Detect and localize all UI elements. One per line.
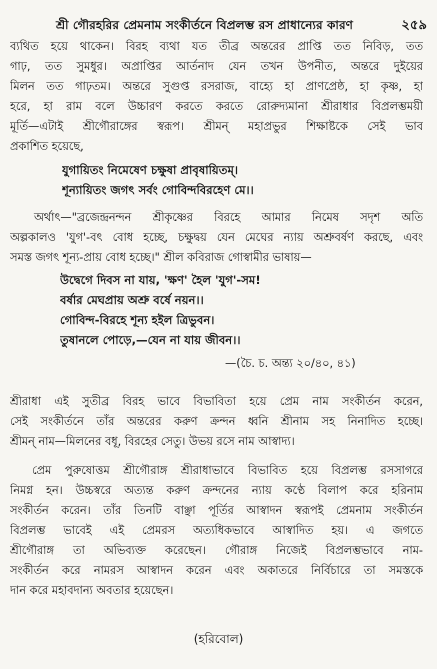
running-title: শ্রী গৌরহরির প্রেমনাম সংকীর্তনে বিপ্রলম্ভ রস প্রাধান্যের কারণ: [56, 18, 354, 32]
bengali-verse: [60, 270, 423, 350]
text-line: নিমগ্ন হন। উচ্চস্বরে অত্যন্ত করুণ ক্রন্দনের ন্যায় কণ্ঠে বিলাপ করে হরিনাম: [10, 484, 423, 497]
text-line: দান করে মহাবদান্য অবতার হয়েছেন।: [10, 584, 174, 597]
citation: [225, 354, 427, 374]
verse-line: বর্ষার মেঘপ্রায় অশ্রু বর্ষে নয়ন।।: [60, 293, 204, 307]
text-line: শ্রীরাধা এই সুতীব্র বিরহ ভাবে বিভাবিতা হয়ে প্রেম নাম সংকীর্তন করেন,: [10, 395, 423, 408]
text-line: প্রেম পুরুষোত্তম শ্রীগৌরাঙ্গ শ্রীরাধাভাবে বিভাবিত হয়ে বিপ্রলম্ভ রসসাগরে: [32, 464, 423, 477]
text-line: প্রকাশিত হয়েছে,: [10, 140, 84, 153]
verse-line: শূন্যায়িতং জগৎ সর্বং গোবিন্দবিরহেণ মে।।: [62, 183, 254, 197]
text-line: গাঢ়, তত সুমধুর। অপ্রাপ্তির আর্তনাদ যেন তখন উপনীত, অন্তরে দুইয়ের: [10, 60, 423, 73]
citation-text: —(চৈ. চ. অন্ত্য ২০/৪০, ৪১): [225, 357, 356, 370]
page-footer: (হরিবোল): [193, 632, 244, 646]
paragraph-1: [10, 37, 423, 157]
page-header: [56, 16, 427, 37]
text-line: হরে, হা রাম বলে উচ্চারণ করতে করতে রোরুদ্যমানা শ্রীরাধার বিপ্রলম্ভময়ী: [10, 100, 423, 113]
paragraph-2: [10, 208, 423, 268]
text-line: শ্রীমন্ নাম—মিলনের বধূ, বিরহের সেতু। উভয় রসে নাম আস্বাদ্য।: [10, 435, 295, 448]
text-line: মূর্তি—এটাই শ্রীগৌরাঙ্গের স্বরূপ। শ্রীমন্ মহাপ্রভুর শিক্ষাষ্টকে সেই ভাব: [10, 120, 423, 133]
text-line: অর্থাৎ—"ব্রজেন্দ্রনন্দন শ্রীকৃষ্ণের বিরহে আমার নিমেষ সদৃশ অতি: [34, 211, 423, 224]
verse-line: যুগায়িতং নিমেষেণ চক্ষুষা প্রাবৃষায়িতম্।: [62, 163, 239, 177]
verse-line: উদ্বেগে দিবস না যায়, 'ক্ষণ' হৈল 'যুগ'-সম!: [60, 273, 261, 287]
paragraph-4: [10, 461, 423, 601]
text-line: বিপ্রলম্ভ ভাবেই এই প্রেমরস অত্যধিকভাবে আস্বাদিত হয়। এ জগতে: [10, 524, 423, 537]
text-line: সেই সংকীর্তনে তাঁর অন্তরের করুণ ক্রন্দন ধ্বনি শ্রীনাম সহ নিনাদিত হচ্ছে।: [10, 415, 423, 428]
paragraph-3: [10, 392, 423, 452]
text-line: সমস্ত জগৎ শূন্য-প্রায় বোধ হচ্ছে।" শ্রীল কবিরাজ গোস্বামীর ভাষায়—: [10, 251, 312, 264]
text-line: শ্রীগৌরাঙ্গ তা অভিব্যক্ত করেছেন। গৌরাঙ্গ নিজেই বিপ্রলম্ভভাবে নাম-: [10, 544, 423, 557]
verse-line: গোবিন্দ-বিরহে শূন্য হইল ত্রিভুবন।: [60, 313, 215, 327]
text-line: মিলন তত গাঢ়তম। অন্তরে সুগুপ্ত রসরাজ, বাহ্যে হা প্রাণপ্রেষ্ঠ, হা কৃষ্ণ, হা: [10, 80, 423, 93]
sanskrit-verse: [62, 160, 423, 200]
text-line: সংকীর্তন করে নামরস আস্বাদন করেন এবং অকাতরে নির্বিচারে তা সমস্তকে: [10, 564, 423, 577]
text-line: সংকীর্তন করেন। তাঁর তিনটি বাঞ্ছা পূর্তির আস্বাদন স্বরূপই প্রেমনাম সংকীর্তন: [10, 504, 423, 517]
verse-line: তুষানলে পোড়ে,—যেন না যায় জীবন।।: [60, 333, 241, 347]
text-line: অল্পকালও 'যুগ'-বৎ বোধ হচ্ছে, চক্ষুদ্বয় যেন মেঘের ন্যায় অশ্রুবর্ষণ করছে, এবং: [10, 231, 423, 244]
page-number: ২৫৯: [401, 18, 427, 33]
text-line: ব্যথিত হয়ে থাকেন। বিরহ ব্যথা যত তীব্র অন্তরের প্রাপ্তি তত নিবিড়, তত: [10, 40, 423, 53]
